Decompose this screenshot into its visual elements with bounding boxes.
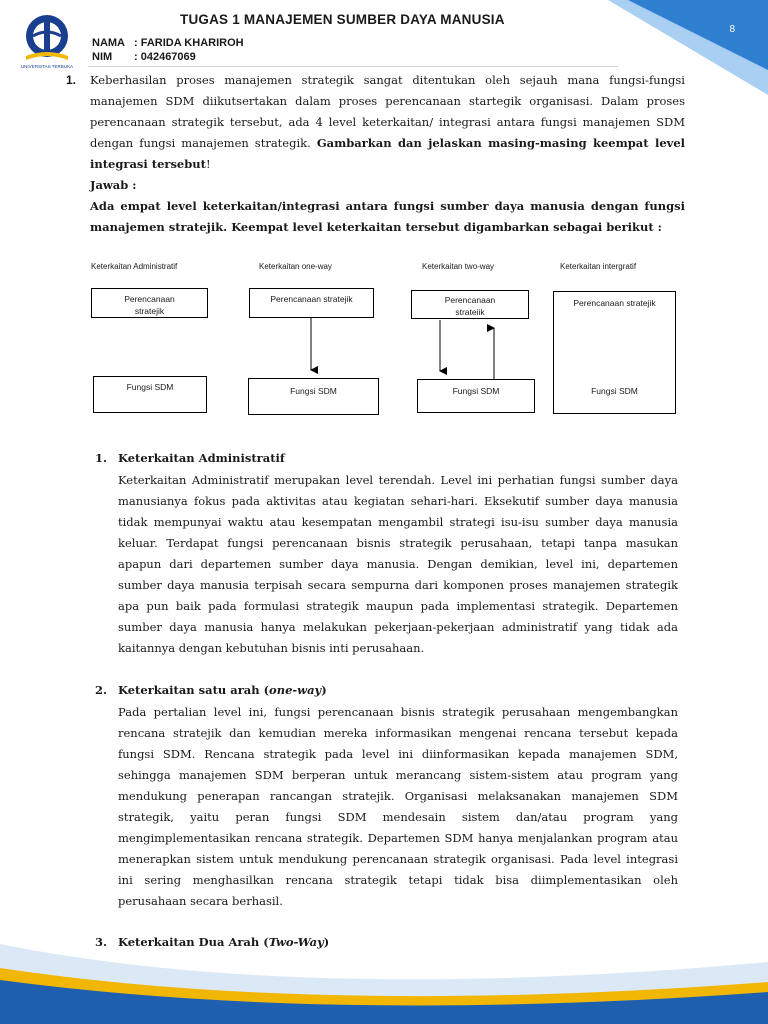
- university-logo: [20, 12, 74, 70]
- box-oneway-perencanaan: Perencanaan stratejik: [249, 288, 374, 318]
- section-1-title: Keterkaitan Administratif: [118, 451, 285, 465]
- footer-wave: [0, 934, 768, 1024]
- section-2-heading: [95, 683, 327, 697]
- section-2-title: Keterkaitan satu arah (: [118, 683, 270, 697]
- diagram-label-administratif: Keterkaitan Administratif: [91, 262, 178, 271]
- box-twoway-perencanaan: Perencanaan strateiik: [411, 290, 529, 319]
- name-line: [92, 37, 244, 49]
- integration-diagram: [0, 258, 768, 428]
- section-1-number: 1.: [95, 451, 108, 465]
- page-number: 8: [729, 24, 735, 35]
- box-integratif-perencanaan: Perencanaan stratejik: [573, 298, 656, 308]
- question-text: Keberhasilan proses manajemen strategik sangat ditentukan oleh sejauh mana fungsi-fungsi manajemen SDM diikutsertakan dalam proses perencanaan startegik organisasi. Dalam proses perencanaan strategik tersebut, ada 4 level keterkaitan/ integrasi antara fungsi manajemen SDM dengan fungsi manajemen strategik.: [90, 73, 685, 150]
- logo-text: UNIVERSITAS TERBUKA: [20, 64, 74, 69]
- question-end: !: [205, 157, 211, 171]
- section-2-title-end: ): [321, 683, 327, 697]
- name-label: NAMA: [92, 37, 125, 49]
- box-integratif-fungsi-sdm: Fungsi SDM: [591, 386, 638, 396]
- nim-value: : 042467069: [134, 51, 196, 63]
- box-admin-perencanaan: Perencanaan stratejik: [91, 288, 208, 318]
- diagram-label-integratif: Keterkaitan intergratif: [560, 262, 637, 271]
- question-bold-text: Gambarkan dan jelaskan masing-masing keempat level integrasi tersebut: [90, 136, 686, 171]
- nim-line: [92, 51, 196, 63]
- question-number: 1.: [66, 73, 77, 87]
- document-title: TUGAS 1 MANAJEMEN SUMBER DAYA MANUSIA: [180, 12, 505, 27]
- section-2-number: 2.: [95, 683, 108, 697]
- jawab-label: Jawab :: [90, 178, 137, 192]
- header-divider: [88, 66, 618, 67]
- corner-dark-triangle: [628, 0, 768, 70]
- section-3-number: 3.: [95, 935, 108, 949]
- section-2-body: Pada pertalian level ini, fungsi perencanaan bisnis strategik perusahaan mengembangkan rencana stratejik dan kemudian mereka informasikan mengenai rencana tersebut kepada fungsi SDM. Rencana strategik pada level ini diinformasikan kepada manajemen SDM, sehingga manajemen SDM berperan untuk merancang sistem-sistem atau program yang mendukung penerapan rancangan stratejik. Organisasi melaksanakan manajemen SDM strategik, yaitu peran fungsi SDM mendesain sistem dan/atau program yang mengimplementasikan rencana strategik. Departemen SDM hanya menjalankan program atau menerapkan sistem untuk mendukung perencanaan strategik organisasi. Pada level integrasi ini sering menghasilkan rencana strategik tetapi tidak bisa diimplementasikan oleh perusahaan secara berhasil.: [118, 705, 678, 908]
- diagram-arrows: [0, 258, 768, 428]
- nim-label: NIM: [92, 51, 113, 63]
- diagram-label-one-way: Keterkaitan one-way: [259, 262, 332, 271]
- box-twoway-fungsi-sdm: Fungsi SDM: [417, 379, 535, 413]
- section-1-body: Keterkaitan Administratif merupakan level terendah. Level ini perhatian fungsi sumber daya manusianya fokus pada aktivitas atau kegiatan sehari-hari. Eksekutif sumber daya manusia tidak mempunyai waktu atau kesempatan mengambil strategi isu-isu sumber daya manusia keluar. Terdapat fungsi perencanaan bisnis strategik perusahaan, tetapi tanpa masukan apapun dari departemen sumber daya manusia. Dengan demikian, level ini, departemen sumber daya manusia terpisah secara sempurna dari komponen proses manajemen strategik apa pun baik pada formulasi strategik maupun pada implementasi strategik. Departemen sumber daya manusia hanya melakukan pekerjaan-pekerjaan administratif yang tidak ada kaitannya dengan kebutuhan bisnis inti perusahaan.: [118, 473, 678, 655]
- section-2-title-italic: one-way: [269, 683, 322, 697]
- question-block: [90, 70, 685, 238]
- section-3-title-end: ): [323, 935, 330, 949]
- diagram-label-two-way: Keterkaitan two-way: [422, 262, 495, 271]
- section-3-title: Keterkaitan Dua Arah (: [118, 935, 269, 949]
- box-oneway-fungsi-sdm: Fungsi SDM: [248, 378, 379, 415]
- section-3-title-italic: Two-Way: [268, 935, 324, 949]
- answer-intro: Ada empat level keterkaitan/integrasi antara fungsi sumber daya manusia dengan fungsi manajemen stratejik. Keempat level keterkaitan tersebut digambarkan sebagai berikut :: [90, 199, 685, 234]
- section-1-heading: [95, 451, 285, 465]
- name-value: : FARIDA KHARIROH: [134, 37, 244, 49]
- box-admin-fungsi-sdm: Fungsi SDM: [93, 376, 207, 413]
